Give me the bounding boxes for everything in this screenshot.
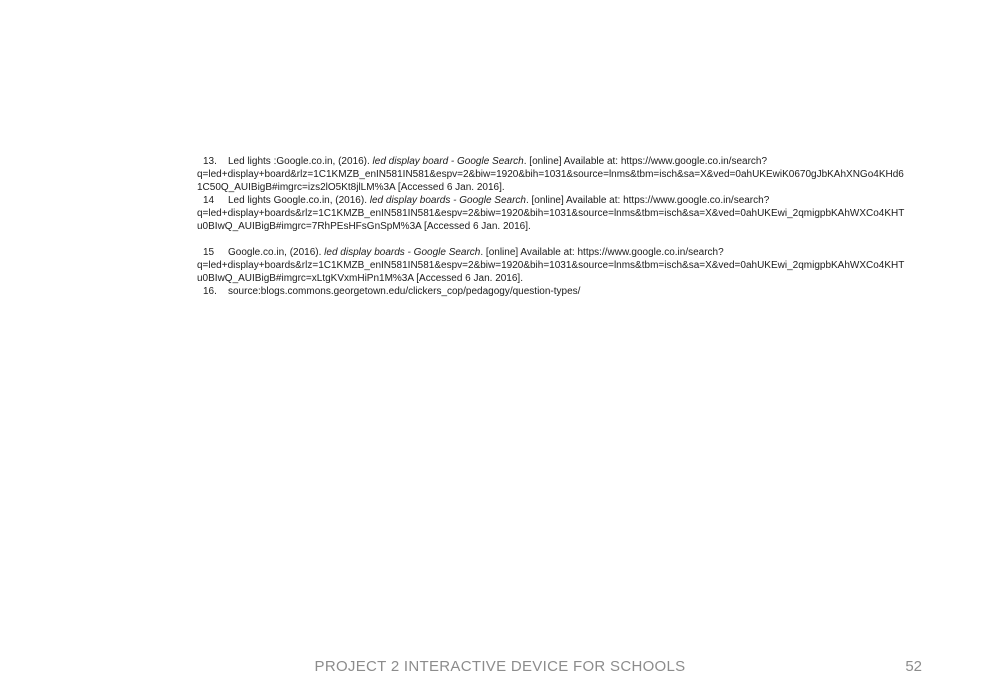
reference-text: Google.co.in, (2016). (228, 247, 325, 258)
reference-text: Led lights :Google.co.in, (2016). (228, 156, 373, 167)
reference-url-line: u0BIwQ_AUIBigB#imgrc=xLtgKVxmHiPn1M%3A [Accessed 6 Jan. 2016]. (197, 273, 523, 284)
reference-number: 15 (203, 247, 215, 258)
reference-text: source:blogs.commons.georgetown.edu/clickers_cop/pedagogy/question-types/ (228, 286, 581, 297)
reference-number: 16. (203, 286, 217, 297)
reference-url-line: q=led+display+board&rlz=1C1KMZB_enIN581IN581&espv=2&biw=1920&bih=1031&source=lnms&tbm=isch&sa=X&ved=0ahUKEwiK0670gJbKAhXNGo4KHd6 (197, 169, 904, 180)
reference-title: led display board - Google Search (372, 156, 524, 167)
reference-title: led display boards - Google Search (369, 195, 526, 206)
references-list (197, 155, 977, 298)
reference-number: 14 (203, 195, 215, 206)
reference-url-line: 1C50Q_AUIBigB#imgrc=izs2lO5Kt8jlLM%3A [Accessed 6 Jan. 2016]. (197, 182, 505, 193)
reference-url-line: u0BIwQ_AUIBigB#imgrc=7RhPEsHFsGnSpM%3A [Accessed 6 Jan. 2016]. (197, 221, 531, 232)
reference-item-13 (197, 155, 977, 194)
page-number: 52 (905, 658, 922, 675)
reference-line (197, 285, 977, 298)
reference-url-line: q=led+display+boards&rlz=1C1KMZB_enIN581IN581&espv=2&biw=1920&bih=1031&source=lnms&tbm=isch&sa=X&ved=0ahUKEwi_2qmigpbKAhWXCo4KHT (197, 208, 905, 219)
reference-item-16 (197, 285, 977, 298)
reference-line (197, 246, 977, 259)
reference-item-14 (197, 194, 977, 233)
reference-url: . [online] Available at: https://www.google.co.in/search? (525, 195, 770, 206)
reference-url: . [online] Available at: https://www.google.co.in/search? (480, 247, 724, 258)
blank-line (197, 233, 977, 246)
reference-line (197, 194, 977, 207)
reference-url-line: q=led+display+boards&rlz=1C1KMZB_enIN581IN581&espv=2&biw=1920&bih=1031&source=lnms&tbm=isch&sa=X&ved=0ahUKEwi_2qmigpbKAhWXCo4KHT (197, 260, 905, 271)
footer-title: PROJECT 2 INTERACTIVE DEVICE FOR SCHOOLS (314, 658, 686, 675)
reference-text: Led lights Google.co.in, (2016). (228, 195, 370, 206)
reference-item-15 (197, 246, 977, 285)
reference-line (197, 155, 977, 168)
reference-title: led display boards - Google Search (324, 247, 481, 258)
reference-number: 13. (203, 156, 217, 167)
reference-url: . [online] Available at: https://www.google.co.in/search? (523, 156, 768, 167)
